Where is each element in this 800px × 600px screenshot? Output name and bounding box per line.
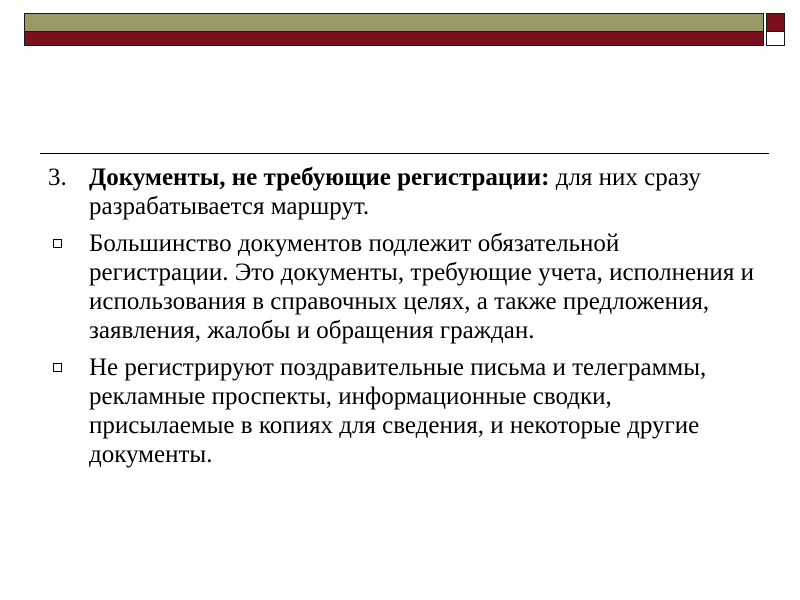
header-corner-maroon bbox=[766, 13, 785, 32]
item-bold-text: Документы, не требующие регистрации: bbox=[89, 164, 550, 191]
list-item bbox=[48, 353, 760, 469]
header-corner-white bbox=[766, 32, 785, 46]
square-bullet-icon bbox=[53, 239, 62, 248]
header-band-maroon bbox=[24, 32, 764, 46]
square-bullet-icon bbox=[53, 363, 62, 372]
list-item-numbered bbox=[48, 163, 760, 221]
header-band-olive bbox=[24, 13, 764, 32]
slide-body bbox=[48, 163, 760, 477]
item-text: Большинство документов подлежит обязательной регистрации. Это документы, требующие учета, исполнения и использования в справочных целях, а также предложения, заявления, жалобы и обращения граждан. bbox=[89, 230, 754, 344]
item-text: Не регистрируют поздравительные письма и телеграммы, рекламные проспекты, информационные сводки, присылаемые в копиях для сведения, и некоторые другие документы. bbox=[89, 354, 707, 468]
title-divider bbox=[40, 153, 769, 154]
list-item bbox=[48, 229, 760, 345]
item-text: для них сразу разрабатывается маршрут. bbox=[89, 164, 701, 220]
item-number: 3. bbox=[48, 164, 67, 191]
